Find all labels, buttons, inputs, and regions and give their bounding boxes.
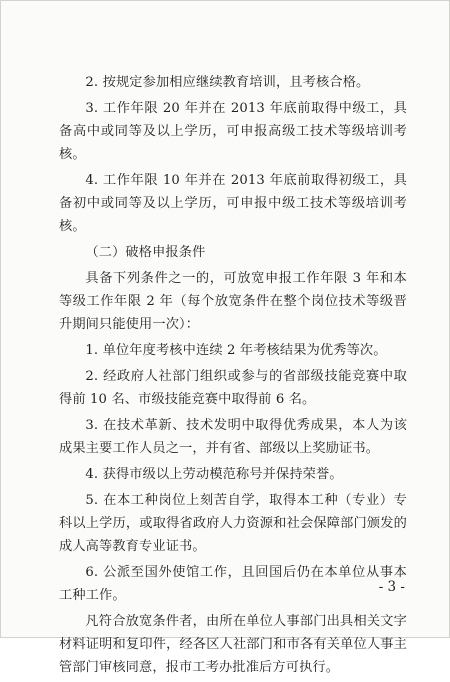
page-number: - 3 - xyxy=(378,579,405,595)
document-body xyxy=(59,71,407,682)
paragraph-senior-worker-condition: 3. 工作年限 20 年并在 2013 年底前取得中级工，具备高中或同等及以上学历，可申报高级工技术等级培训考核。 xyxy=(59,101,407,162)
paragraph-continuing-education: 2. 按规定参加相应继续教育培训，且考核合格。 xyxy=(85,75,370,90)
condition-item-6: 6. 公派至国外使馆工作，且回国后仍在本单位从事本工种工作。 xyxy=(59,565,407,603)
condition-item-4: 4. 获得市级以上劳动模范称号并保持荣誉。 xyxy=(85,467,343,482)
paragraph-intermediate-worker-condition: 4. 工作年限 10 年并在 2013 年底前取得初级工，具备初中或同等及以上学历，可申报中级工技术等级培训考核。 xyxy=(59,173,407,234)
section-heading-exceptional-conditions: （二）破格申报条件 xyxy=(85,245,206,260)
paragraph-approval-procedure: 凡符合放宽条件者，由所在单位人事部门出具相关文字材料证明和复印件，经各区人社部门和市各有关单位人事主管部门审核同意，报市工考办批准后方可执行。 xyxy=(59,614,407,675)
condition-item-3: 3. 在技术革新、技术发明中取得优秀成果，本人为该成果主要工作人员之一，并有省、部级以上奖励证书。 xyxy=(59,418,407,456)
condition-item-5: 5. 在本工种岗位上刻苦自学，取得本工种（专业）专科以上学历，或取得省政府人力资源和社会保障部门颁发的成人高等教育专业证书。 xyxy=(59,493,407,554)
condition-item-2: 2. 经政府人社部门组织或参与的省部级技能竞赛中取得前 10 名、市级技能竞赛中取得前 6 名。 xyxy=(59,369,407,407)
paragraph-relaxation-intro: 具备下列条件之一的，可放宽申报工作年限 3 年和本等级工作年限 2 年（每个放宽条件在整个岗位技术等级晋升期间只能使用一次）： xyxy=(59,271,407,332)
condition-item-1: 1. 单位年度考核中连续 2 年考核结果为优秀等次。 xyxy=(85,343,387,358)
